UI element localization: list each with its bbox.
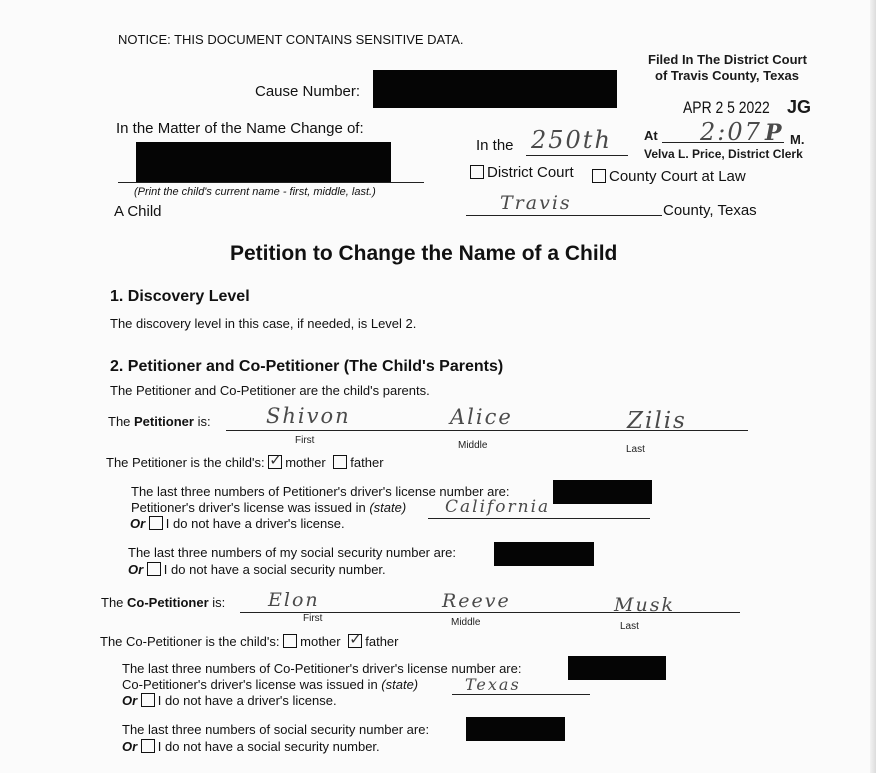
stamp-pm: P bbox=[765, 120, 784, 146]
copetitioner-dl-state-value: Texas bbox=[465, 675, 521, 694]
petitioner-relation bbox=[106, 455, 384, 470]
copetitioner-no-ssn-checkbox[interactable] bbox=[141, 739, 155, 753]
matter-label: In the Matter of the Name Change of: bbox=[116, 120, 364, 137]
child-name-redaction bbox=[136, 142, 391, 182]
copetitioner-no-dl-text: I do not have a driver's license. bbox=[157, 693, 337, 708]
petitioner-middle-caption: Middle bbox=[458, 440, 488, 451]
copetitioner-no-dl: Or I do not have a driver's license. bbox=[122, 693, 337, 708]
petitioner-no-dl: Or I do not have a driver's license. bbox=[130, 516, 345, 531]
petitioner-first-name: Shivon bbox=[266, 404, 351, 428]
copetitioner-first-caption: First bbox=[303, 613, 323, 624]
petitioner-mother-text: mother bbox=[285, 455, 326, 470]
county-court-option bbox=[592, 168, 746, 185]
district-court-option bbox=[470, 164, 574, 181]
stamp-initials: JG bbox=[787, 97, 812, 117]
petitioner-no-ssn-text: I do not have a social security number. bbox=[163, 562, 386, 577]
section2-heading: 2. Petitioner and Co-Petitioner (The Child's Parents) bbox=[110, 358, 504, 375]
district-court-text: District Court bbox=[487, 164, 574, 181]
petitioner-dl-text: The last three numbers of Petitioner's driver's license number are: bbox=[131, 484, 510, 499]
section1-text: The discovery level in this case, if needed, is Level 2. bbox=[110, 316, 417, 331]
copetitioner-mother-text: mother bbox=[300, 634, 341, 649]
section1-heading: 1. Discovery Level bbox=[110, 288, 250, 305]
petitioner-no-ssn-checkbox[interactable] bbox=[147, 562, 161, 576]
court-number-line bbox=[526, 155, 628, 156]
petitioner-father-text: father bbox=[350, 455, 384, 470]
stamp-time: 2:07 bbox=[700, 118, 762, 146]
stamp-at: At bbox=[644, 128, 658, 143]
petitioner-no-ssn: Or I do not have a social security number. bbox=[128, 562, 386, 577]
petitioner-dl-state-label: Petitioner's driver's license was issued in (state) bbox=[131, 500, 407, 515]
petitioner-last-name: Zilis bbox=[627, 408, 687, 434]
petitioner-dl-state-value: California bbox=[445, 497, 551, 517]
cause-number-redaction bbox=[373, 70, 617, 108]
stamp-date: APR 2 5 2022 bbox=[683, 98, 770, 117]
copetitioner-dl-text: The last three numbers of Co-Petitioner's driver's license number are: bbox=[122, 661, 522, 676]
copetitioner-no-ssn: Or I do not have a social security number. bbox=[122, 739, 380, 754]
copetitioner-dl-state-line bbox=[452, 694, 590, 695]
county-line bbox=[466, 215, 662, 216]
petitioner-first-caption: First bbox=[295, 435, 315, 446]
cause-number-label: Cause Number: bbox=[255, 83, 361, 100]
petitioner-no-dl-text: I do not have a driver's license. bbox=[165, 516, 345, 531]
copetitioner-relation bbox=[100, 634, 398, 649]
copetitioner-mother-checkbox[interactable] bbox=[283, 634, 297, 648]
sensitive-notice: NOTICE: THIS DOCUMENT CONTAINS SENSITIVE DATA. bbox=[118, 32, 464, 47]
copetitioner-no-ssn-text: I do not have a social security number. bbox=[157, 739, 380, 754]
petitioner-middle-name: Alice bbox=[450, 405, 513, 429]
stamp-line1: Filed In The District Court bbox=[648, 52, 807, 67]
copetitioner-first-name: Elon bbox=[268, 589, 320, 611]
petitioner-mother-checkbox[interactable] bbox=[268, 455, 282, 469]
petitioner-relation-label: The Petitioner is the child's: bbox=[106, 455, 265, 470]
petitioner-label: The Petitioner is: bbox=[108, 414, 211, 429]
copetitioner-ssn-redaction bbox=[466, 717, 565, 741]
copetitioner-last-caption: Last bbox=[620, 621, 639, 632]
copetitioner-father-checkbox[interactable] bbox=[348, 634, 362, 648]
copetitioner-father-text: father bbox=[365, 634, 399, 649]
child-name-line bbox=[118, 182, 424, 183]
county-court-text: County Court at Law bbox=[609, 168, 746, 185]
petitioner-no-dl-checkbox[interactable] bbox=[149, 516, 163, 530]
copetitioner-no-dl-checkbox[interactable] bbox=[141, 693, 155, 707]
petitioner-father-checkbox[interactable] bbox=[333, 455, 347, 469]
petitioner-dl-state-line bbox=[428, 518, 650, 519]
print-name-hint: (Print the child's current name - first, middle, last.) bbox=[134, 186, 376, 198]
stamp-clerk: Velva L. Price, District Clerk bbox=[644, 147, 803, 161]
in-the-label: In the bbox=[476, 137, 514, 154]
section2-intro: The Petitioner and Co-Petitioner are the child's parents. bbox=[110, 383, 430, 398]
petitioner-last-caption: Last bbox=[626, 444, 645, 455]
district-court-checkbox[interactable] bbox=[470, 165, 484, 179]
county-suffix: County, Texas bbox=[663, 202, 757, 219]
document-title bbox=[230, 242, 617, 266]
petitioner-ssn-text: The last three numbers of my social security number are: bbox=[128, 545, 457, 560]
copetitioner-middle-caption: Middle bbox=[451, 617, 481, 628]
page-edge-shadow bbox=[870, 0, 876, 773]
copetitioner-relation-label: The Co-Petitioner is the child's: bbox=[100, 634, 280, 649]
court-number-value: 250th bbox=[531, 126, 612, 154]
copetitioner-ssn-text: The last three numbers of social security number are: bbox=[122, 722, 430, 737]
stamp-m: M. bbox=[790, 132, 805, 147]
petitioner-ssn-redaction bbox=[494, 542, 594, 566]
stamp-line2: of Travis County, Texas bbox=[655, 68, 800, 83]
copetitioner-last-name: Musk bbox=[614, 594, 675, 616]
county-court-checkbox[interactable] bbox=[592, 169, 606, 183]
copetitioner-dl-state-label: Co-Petitioner's driver's license was issued in (state) bbox=[122, 677, 419, 692]
copetitioner-middle-name: Reeve bbox=[442, 590, 511, 612]
county-value: Travis bbox=[500, 192, 572, 214]
a-child-label: A Child bbox=[114, 203, 162, 220]
petitioner-dl-redaction bbox=[553, 480, 652, 504]
document-title-text: Petition to Change the Name of a Child bbox=[230, 242, 618, 265]
copetitioner-label: The Co-Petitioner is: bbox=[101, 595, 226, 610]
copetitioner-dl-redaction bbox=[568, 656, 666, 680]
